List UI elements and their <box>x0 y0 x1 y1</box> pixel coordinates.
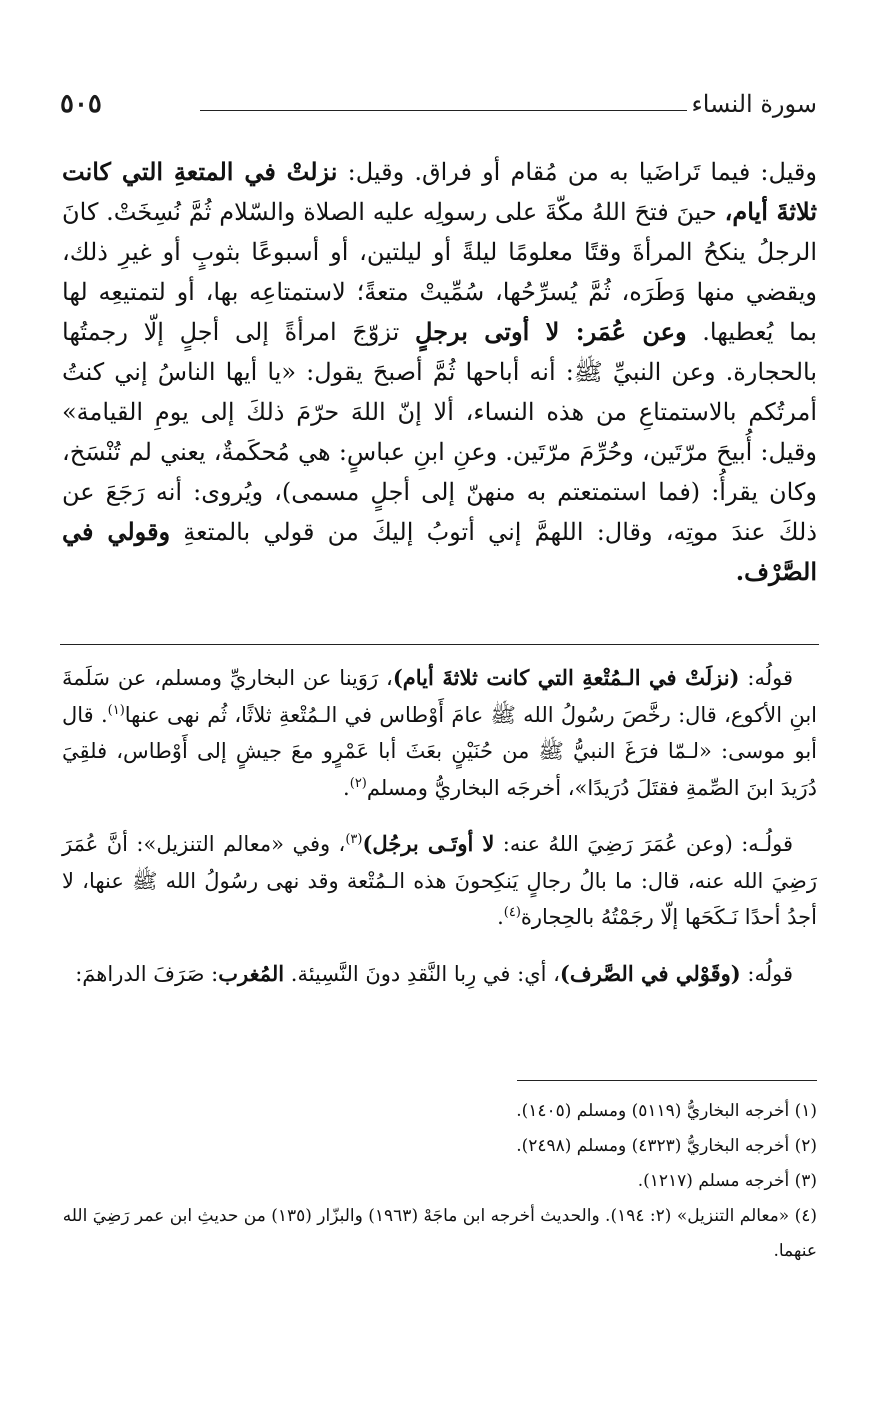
commentary-paragraph <box>62 660 817 806</box>
text-divider <box>60 644 819 645</box>
commentary-run: قولُـه: (وعن عُمَرَ رَضِيَ اللهُ عنه: <box>494 832 793 856</box>
page-number: ٥٠٥ <box>60 89 102 119</box>
footnote: (٣) أخرجه مسلم (١٢١٧). <box>637 1171 817 1191</box>
footnote: (١) أخرجه البخاريُّ (٥١١٩) ومسلم (١٤٠٥). <box>516 1101 817 1121</box>
commentary <box>62 660 817 1012</box>
commentary-run: . <box>343 775 350 800</box>
commentary-run: ، وفي «معالم التنزيل»: أنَّ عُمَرَ رَضِيَ الله عنه، قال: ما بالُ رجالٍ يَنكِحونَ هذه الـمُتْعة وقد نهى رسُولُ الله ﷺ عنها، لا أجدُ أحدًا نَـكَحَها إلّا رجَمْتُهُ بالحِجارة <box>62 832 817 929</box>
main-text <box>62 152 817 592</box>
main-text-run: تزوّجَ امرأةً إلى أجلٍ إلّا رجمتُها بالحجارة. وعن النبيِّ ﷺ: أنه أباحها ثُمَّ أصبحَ يقول: «يا أيها الناسُ إني كنتُ أمرتُكم بالاستمتاعِ من هذه النساء، ألا إنّ اللهَ حرّمَ ذلكَ إلى يومِ القيامة» وقيل: أُبيحَ مرّتَين، وحُرِّمَ مرّتَين. وعنِ ابنِ عباسٍ: هي مُحكَمةٌ، يعني لم تُنْسَخ، وكان يقرأُ: (فما استمتعتم به منهنّ إلى أجلٍ مسمى)، ويُروى: أنه رَجَعَ عن ذلكَ عندَ موتِه، وقال: اللهمَّ إني أتوبُ إليكَ من قولي بالمتعةِ <box>62 318 818 546</box>
footnotes <box>62 1094 817 1269</box>
footnote-ref: (٢) <box>349 775 367 791</box>
footnote: (٢) أخرجه البخاريُّ (٤٣٢٣) ومسلم (٢٤٩٨). <box>516 1136 817 1156</box>
running-header <box>60 84 817 124</box>
main-text-run: وقيل: فيما تَراضَيا به من مُقام أو فراق. وقيل: <box>337 158 817 186</box>
source-name: المُغرب <box>218 960 285 986</box>
commentary-run: ، أي: في رِبا النَّقدِ دونَ النَّسِيئة. <box>284 961 560 986</box>
commentary-paragraph <box>62 956 817 993</box>
surah-title: سورة النساء <box>691 90 817 118</box>
commentary-run: . <box>497 905 504 929</box>
footnote-ref: (١) <box>107 702 125 718</box>
footnote: (٤) «معالم التنزيل» (٢: ١٩٤). والحديث أخرجه ابن ماجَهْ (١٩٦٣) والبزّار (١٣٥) من حديثِ ابن عمر رَضِيَ الله عنهما. <box>62 1206 817 1261</box>
commentary-paragraph <box>62 826 817 936</box>
commentary-run: قولُه: <box>740 961 793 986</box>
header-rule <box>200 110 687 111</box>
commentary-quote: لا أوتَـى برجُل) <box>362 831 495 856</box>
commentary-run: . قال أبو موسى: «لـمّا فرَغَ النبيُّ ﷺ من حُنَيْنٍ بعَثَ أبا عَمْرٍو معَ جيشٍ إلى أَوْطاس، فلقِيَ دُرَيدَ ابنَ الصِّمةِ فقتَلَ دُرَيدًا»، أخرجَه البخاريُّ ومسلم <box>62 702 817 800</box>
main-text-run: حينَ فتحَ اللهُ مكّةَ على رسولِه عليه الصلاة والسّلام ثُمَّ نُسِخَتْ. كانَ الرجلُ ينكحُ المرأةَ وقتًا معلومًا ليلةً أو ليلتين، أو أسبوعًا بثوبٍ أو غيرِ ذلك، ويقضي منها وَطَرَه، ثُمَّ يُسرِّحُها، سُمِّيتْ متعةً؛ لاستمتاعِه بها، أو لتمتيعِه لها بما يُعطيها. <box>62 198 817 346</box>
main-text-bold: وعن عُمَر: لا أوتى برجلٍ <box>414 317 687 346</box>
footnote-ref: (٣) <box>345 832 363 847</box>
footnote-rule <box>517 1080 817 1081</box>
commentary-run: ، رَوَينا عن البخاريِّ ومسلم، عن سَلَمةَ ابنِ الأكوع، قال: رخَّصَ رسُولُ الله ﷺ عامَ أَوْطاس في الـمُتْعةِ ثلاثًا، ثُم نهى عنها <box>62 666 818 727</box>
main-text-bold: نزلتْ في المتعةِ التي كانت ثلاثةَ أيام، <box>62 157 817 226</box>
commentary-quote: (نزلَتْ في الـمُتْعةِ التي كانت ثلاثةَ أيام) <box>392 665 740 690</box>
commentary-run: : صَرَفَ الدراهمَ: <box>75 961 219 986</box>
commentary-quote: (وقَوْلي في الصَّرف) <box>559 960 741 986</box>
main-text-bold: وقولي في الصَّرْف. <box>62 517 817 586</box>
footnote-ref: (٤) <box>503 905 521 920</box>
commentary-run: قولُه: <box>739 666 793 690</box>
